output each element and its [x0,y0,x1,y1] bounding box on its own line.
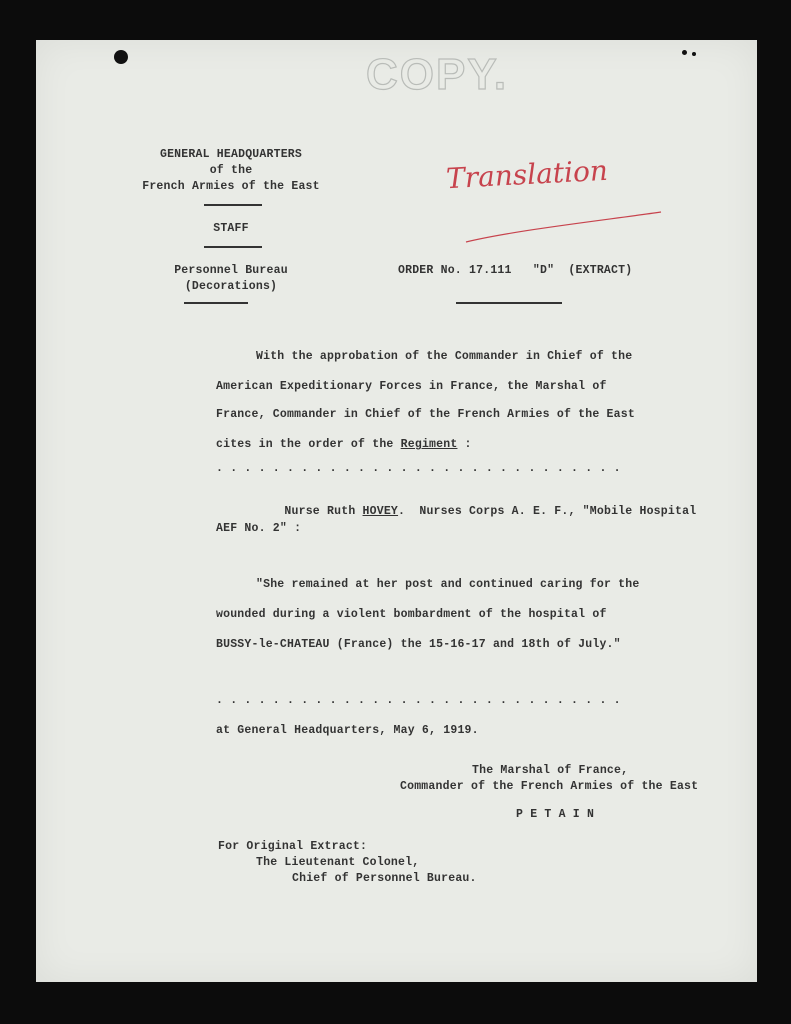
punch-hole [692,52,696,56]
body-p2-l1 [256,492,696,531]
nurse-name: HOVEY [362,505,399,518]
footer-line3: Chief of Personnel Bureau. [292,872,477,885]
footer-line1: For Original Extract: [218,840,368,853]
signature-line1: The Marshal of France, [472,764,629,777]
body-p1-l4-c: : [457,438,472,451]
bureau-line1: Personnel Bureau [174,264,288,277]
divider [184,302,248,304]
bureau-line2: (Decorations) [184,280,278,293]
regiment-word: Regiment [400,438,458,451]
translation-annotation: Translation [445,153,609,196]
copy-stamp: COPY. [366,50,509,99]
document-page [36,40,757,982]
punch-hole [114,50,128,64]
ellipsis-row: . . . . . . . . . . . . . . . . . . . . . . . . . . . . . [216,694,621,707]
place-date: at General Headquarters, May 6, 1919. [216,724,479,737]
divider [456,302,562,304]
body-p1-l4 [216,438,472,451]
footer-line2: The Lieutenant Colonel, [256,856,420,869]
hq-line3: French Armies of the East [142,180,320,193]
body-p2-l2: AEF No. 2" : [216,522,302,535]
body-p1-l4-a: cites in the order of the [216,438,401,451]
hq-line2: of the [209,164,253,177]
body-p1-l2: American Expeditionary Forces in France, the Marshal of [216,380,607,393]
order-number: ORDER No. 17.111 "D" (EXTRACT) [398,264,633,277]
quote-l1: "She remained at her post and continued caring for the [256,578,640,591]
hq-line1: GENERAL HEADQUARTERS [159,148,303,161]
quote-l2: wounded during a violent bombardment of the hospital of [216,608,607,621]
annotation-flourish [456,190,676,250]
divider [204,246,262,248]
punch-hole [682,50,687,55]
signature-line2: Commander of the French Armies of the East [400,780,699,793]
ellipsis-row: . . . . . . . . . . . . . . . . . . . . . . . . . . . . . [216,462,621,475]
quote-l3: BUSSY-le-CHATEAU (France) the 15-16-17 and 18th of July." [216,638,621,651]
staff-label: STAFF [213,222,249,235]
signature-name: P E T A I N [516,808,595,821]
body-p1-l1: With the approbation of the Commander in Chief of the [256,350,633,363]
divider [204,204,262,206]
body-p2-b: . Nurses Corps A. E. F., "Mobile Hospital [398,505,697,518]
body-p1-l3: France, Commander in Chief of the French Armies of the East [216,408,635,421]
body-p2-a: Nurse Ruth [284,505,363,518]
